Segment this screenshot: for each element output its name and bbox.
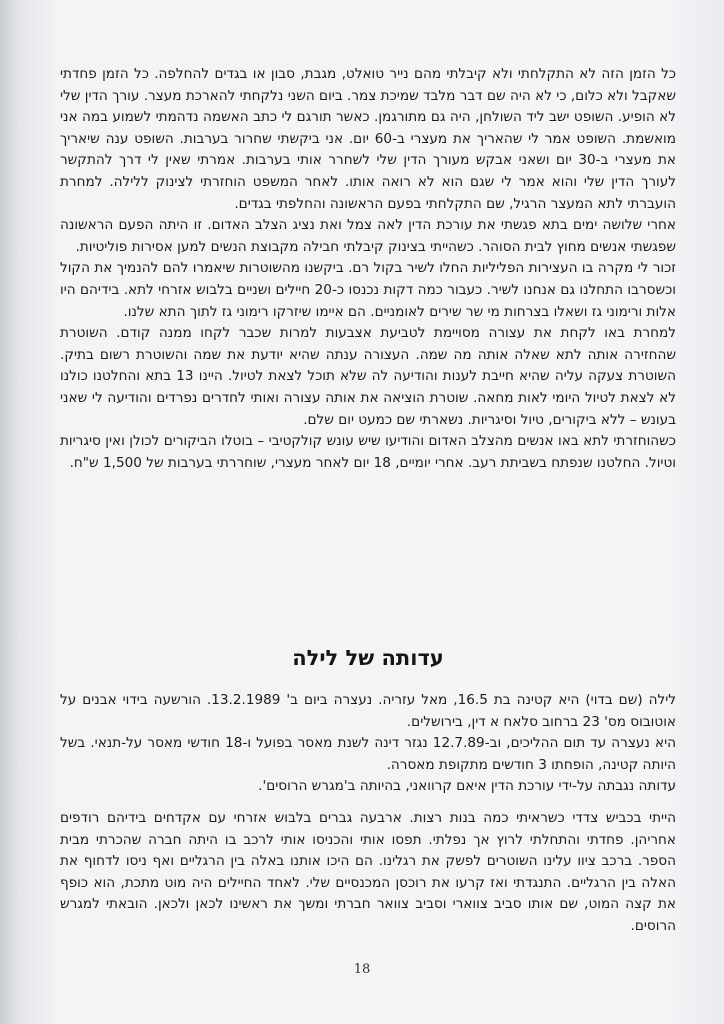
intro-line: עדותה נגבתה על-ידי עורכת הדין איאם קרוואני, בהיותה ב'מגרש הרוסים'.: [258, 778, 676, 795]
paragraph: למחרת באו לקחת את עצורה מסויימת לטביעת אצבעות למרות שכבר לקחו ממנה קודם. השוטרת שהחזירה אותה לתא שאלה אותה מה שמה. העצורה ענתה שהיא יודעת את שמה והשוטרת רשום בתיק. השוטרת צעקה עליה שהיא חייבת לענות והודיעה לה שלא תוכל לצאת לטיול. היינו 13 בתא והחלטנו כולנו לא לצאת לטיול היומי לאות מחאה. שוטרת הוציאה את אותה עצורה ואותי לחדרים נפרדים והודיעה לי שאני בעונש – ללא ביקורים, טיול וסיגריות. נשארתי שם כמעט יום שלם.: [60, 325, 676, 428]
paragraph: כשהוחזרתי לתא באו אנשים מהצלב האדום והודיעו שיש עונש קולקטיבי – בוטלו הביקורים לכולן ואין סיגריות וטיול. החלטנו שנפתח בשביתת רעב. אחרי יומיים, 18 יום לאחר מעצרי, שוחררתי בערבות של 1,500 ש"ח.: [60, 433, 676, 471]
paragraph: כל הזמן הזה לא התקלחתי ולא קיבלתי מהם נייר טואלט, מגבת, סבון או בגדים להחלפה. כל הזמן פחדתי שאקבל ולא כלום, כי לא היה שם דבר מלבד שמיכת צמר. ביום השני נלקחתי להארכת מעצר. עורך הדין שלי לא הופיע. השופט ישב ליד השולחן, היה גם מתורגמן. כאשר תורגם לי כתב האשמה נדהמתי לשמוע במה אני מואשמת. השופט אמר לי שהאריך את מעצרי ב-60 יום. אני ביקשתי שחרור בערבות. השופט ענה שיאריך את מעצרי ב-30 יום ושאני אבקש מעורך הדין שלי לשחרר אותי בערבות. אמרתי שאין לי דרך להתקשר לעורך הדין שלי והוא אמר לי שגם הוא לא רואה אותו. לאחר המשפט הוחזרתי לצינוק ללילה. למחרת הועברתי לתא המעצר הרגיל, שם התקלחתי בפעם הראשונה והחלפתי בגדים.: [60, 66, 676, 212]
paragraph: אחרי שלושה ימים בתא פגשתי את עורכת הדין לאה צמל ואת נציג הצלב האדום. זו היתה הפעם הראשונה שפגשתי אנשים מחוץ לבית הסוהר. כשהייתי בצינוק קיבלתי חבילה מקבוצת הנשים למען אסירות פוליטיות.: [60, 217, 676, 255]
testimony-paragraph: הייתי בכביש צדדי כשראיתי כמה בנות רצות. ארבעה גברים בלבוש אזרחי עם אקדחים בידיהם רודפים אחריהן. פחדתי והתחלתי לרוץ אך נפלתי. תפסו אותי והכניסו אותי לרכב בו היתה חברה שהכרתי מבית הספר. ברכב ציוו עלינו השוטרים לפשק את רגלינו. הם היכו אותנו באלה בין הרגליים ואף ניסו לדחוף את האלה בין הרגליים. התנגדתי ואז קרעו את רוכסן המכנסיים שלי. לאחד החיילים היה מוט מתכת, הוא כופף את קצה המוט, שם אותו סביב צווארי וסביב צוואר חברתי ומשך את ראשינו לכאן ולכאן. הובאתי למגרש הרוסים.: [60, 809, 676, 934]
spacer: [60, 798, 676, 808]
testimony-continuation: [60, 64, 676, 474]
section-title: עדותה של לילה: [292, 646, 444, 670]
intro-line: היא נעצרה עד תום ההליכים, וב-12.7.89 נגזר דינה לשנת מאסר בפועל ו-18 חודשי מאסר על-תנאי. בשל היותה קטינה, הופחתו 3 חודשים מתקופת מאסרה.: [60, 735, 676, 773]
laila-testimony: [60, 690, 676, 938]
intro-block: [60, 690, 676, 798]
page-number: 18: [353, 962, 371, 977]
paragraph: זכור לי מקרה בו העצירות הפליליות החלו לשיר בקול רם. ביקשנו מהשוטרות שיאמרו להם להנמיך את הקול וכשסרבו התחלנו גם אנחנו לשיר. כעבור כמה דקות נכנסו כ-20 חיילים ושניים בלבוש אזרחי לתא. בידיהם היו אלות ורימוני גז ושאלו בצרחות מי שר שירים לאומניים. הם איימו שיזרקו רימוני גז לתוך התא שלנו.: [60, 260, 676, 320]
intro-line: לילה (שם בדוי) היא קטינה בת 16.5, מאל עזריה. נעצרה ביום ב' 13.2.1989. הורשעה בידוי אבנים על אוטובוס מס' 23 ברחוב סלאח א דין, בירושלים.: [60, 692, 676, 730]
